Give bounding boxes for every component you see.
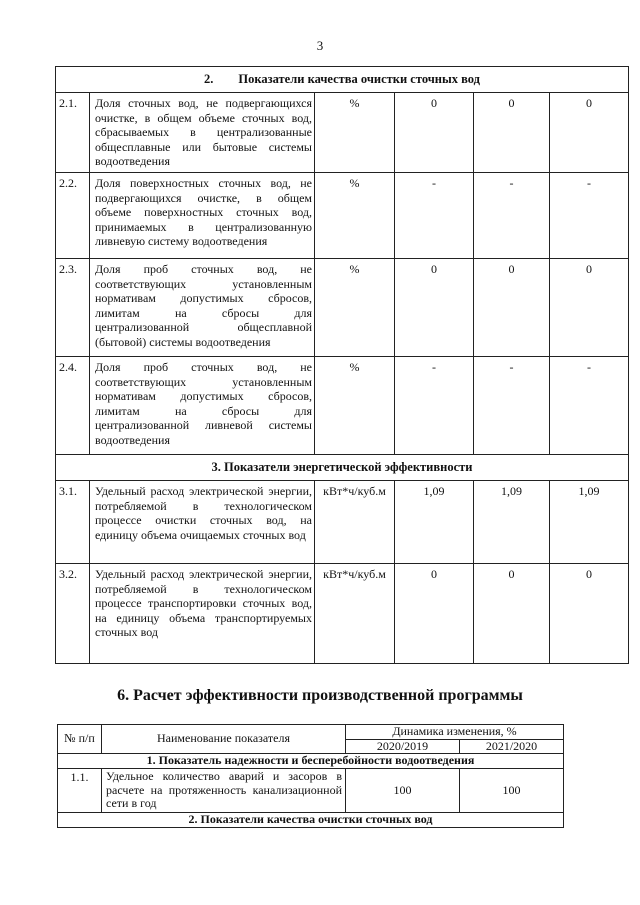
header-year-1: 2020/2019: [346, 739, 460, 754]
section-6-heading: 6. Расчет эффективности производственной программы: [117, 687, 523, 704]
value-1: 0: [395, 93, 474, 173]
row-number: 2.4.: [56, 357, 90, 455]
section-3-title: 3. Показатели энергетической эффективности: [56, 455, 629, 481]
value-1: -: [395, 357, 474, 455]
indicator-name: Удельное количество аварий и засоров в расчете на протяженность канализационной сети в год: [102, 769, 346, 813]
unit: %: [315, 259, 395, 357]
value-1: 0: [395, 259, 474, 357]
value-2: 100: [460, 769, 564, 813]
unit: кВт*ч/куб.м: [315, 564, 395, 664]
value-2: -: [474, 357, 550, 455]
table2-section-1-title: 1. Показатель надежности и бесперебойности водоотведения: [58, 754, 564, 769]
value-1: 100: [346, 769, 460, 813]
unit: %: [315, 93, 395, 173]
value-2: -: [474, 173, 550, 259]
unit: %: [315, 357, 395, 455]
efficiency-table: [57, 724, 564, 828]
value-1: 0: [395, 564, 474, 664]
value-3: 0: [550, 564, 629, 664]
header-num: № п/п: [58, 725, 102, 754]
indicator-name: Удельный расход электрической энергии, потребляемой в технологическом процессе транспортировки сточных вод, на единицу объема транспортируемых сточных вод: [90, 564, 315, 664]
header-dynamics: Динамика изменения, %: [346, 725, 564, 740]
row-number: 3.1.: [56, 481, 90, 564]
value-2: 0: [474, 259, 550, 357]
indicator-name: Доля сточных вод, не подвергающихся очистке, в общем объеме сточных вод, сбрасываемых в централизованные общесплавные или бытовые системы водоотведения: [90, 93, 315, 173]
value-3: 0: [550, 93, 629, 173]
indicator-name: Доля поверхностных сточных вод, не подвергающихся очистке, в общем объеме поверхностных сточных вод, принимаемых в централизованную ливневую систему водоотведения: [90, 173, 315, 259]
value-2: 0: [474, 564, 550, 664]
value-1: -: [395, 173, 474, 259]
value-1: 1,09: [395, 481, 474, 564]
value-3: 0: [550, 259, 629, 357]
table-row: [56, 357, 629, 455]
row-number: 2.3.: [56, 259, 90, 357]
indicator-name: Удельный расход электрической энергии, потребляемой в технологическом процессе очистки сточных вод, на единицу объема очищаемых сточных вод: [90, 481, 315, 564]
table-row: [56, 564, 629, 664]
table-row: [56, 93, 629, 173]
row-number: 1.1.: [58, 769, 102, 813]
unit: %: [315, 173, 395, 259]
section-2-title: 2. Показатели качества очистки сточных вод: [56, 67, 629, 93]
table-row: [58, 769, 564, 813]
value-3: -: [550, 357, 629, 455]
table-row: [56, 481, 629, 564]
header-year-2: 2021/2020: [460, 739, 564, 754]
value-3: 1,09: [550, 481, 629, 564]
indicators-table: [55, 66, 629, 664]
table2-section-2-title: 2. Показатели качества очистки сточных вод: [58, 813, 564, 828]
table-row: [56, 259, 629, 357]
row-number: 3.2.: [56, 564, 90, 664]
value-2: 1,09: [474, 481, 550, 564]
table-row: [56, 173, 629, 259]
header-name: Наименование показателя: [102, 725, 346, 754]
value-2: 0: [474, 93, 550, 173]
indicator-name: Доля проб сточных вод, не соответствующих установленным нормативам допустимых сбросов, лимитам на сбросы для централизованной ливневой системы водоотведения: [90, 357, 315, 455]
indicator-name: Доля проб сточных вод, не соответствующих установленным нормативам допустимых сбросов, лимитам на сбросы для централизованной общесплавной (бытовой) системы водоотведения: [90, 259, 315, 357]
unit: кВт*ч/куб.м: [315, 481, 395, 564]
row-number: 2.1.: [56, 93, 90, 173]
row-number: 2.2.: [56, 173, 90, 259]
value-3: -: [550, 173, 629, 259]
page-number: 3: [316, 38, 324, 53]
